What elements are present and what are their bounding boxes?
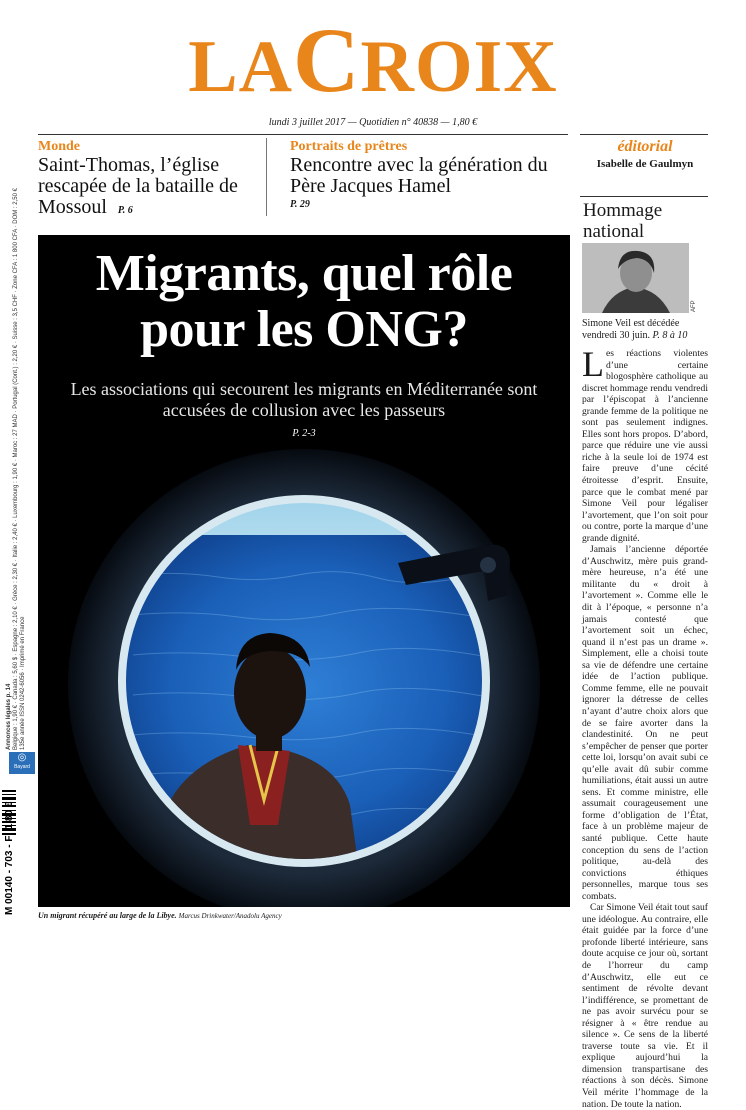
teaser-monde[interactable] — [38, 139, 260, 221]
photo-credit: AFP — [691, 300, 697, 312]
simone-veil-portrait — [582, 243, 689, 313]
editorial-title[interactable]: Hommage national — [583, 200, 663, 242]
editorial-author: Isabelle de Gaulmyn — [596, 158, 694, 170]
barcode-text: M 00140 - 703 - F: 1,80 € — [4, 801, 15, 915]
teaser-title: Saint-Thomas, l’église rescapée de la bataille de Mossoul P. 6 — [38, 154, 238, 218]
main-subhead: Les associations qui secourent les migrants en Méditerranée sont accusées de collusion avec les passeurs — [70, 379, 538, 420]
person-head — [234, 647, 306, 739]
main-page-ref: P. 2-3 — [292, 428, 316, 439]
teaser-portraits[interactable] — [290, 139, 566, 210]
legal-notice: Annonces légales p. 14 — [6, 683, 12, 750]
portrait-caption: Simone Veil est décédée vendredi 30 juin. P. 8 à 10 — [582, 318, 688, 341]
bayard-logo: ◎ Bayard — [9, 752, 35, 774]
main-headline[interactable]: Migrants, quel rôle pour les ONG? — [95, 245, 513, 358]
top-rule — [38, 134, 568, 135]
column-separator — [266, 138, 267, 216]
teaser-kicker: Monde — [38, 139, 80, 154]
editorial-paragraph: Les réactions violentes d’une certaine blogosphère catholique au discret hommage rendu vendredi par l’épiscopat à l’ancienne grande femme de la politique ne sont pas seulement indignes. Elles sont hors propos. D’abord, parce que réduire une vie aussi riche à la seule loi de 1974 est faire preuve d’une cécité étroitesse d’esprit. Ensuite, parce que le combat mené par Simone Veil pour légaliser l’avortement, que l’on soit pour ou contre, porte la marque d’une grande dignité. — [582, 344, 709, 544]
prices-text: Belgique : 1,90 € · Canada : 5,60 $ · Espagne : 2,10 € · Grèce : 2,30 € · Italie : 2,40 € · Luxembourg : 1,90 € · Maroc : 27 MAD · Portugal (Cont.) : 2,20 € · Suisse : 3,5 CHF · Zone CFA : 1 800 CFA · DOM : 2,50 € — [13, 188, 19, 750]
teaser-page: P. 29 — [290, 199, 310, 210]
editorial-paragraph: Jamais l’ancienne déportée d’Auschwitz, mère puis grand-mère heureuse, n’a été une militante du « droit à l’avortement ». Comme elle le dit à l’époque, « personne n’a jamais contesté que l’avortement soit un échec, quand il n’est pas un drame ». Simplement, elle a choisi toute sa vie de défendre une certaine idée de l’action publique. Comme femme, elle ne pouvait ignorer la détresse de celles n’ayant d’autre choix alors que de se faire avorter dans la clandestinité. On ne peut s’empêcher de penser que porter cette loi, lorsqu’on avait subi ce qu’elle avait dû subir comme humiliations, était aussi un autre sens. Et comme ministre, elle assumait courageusement une forme d’obligation de l’État, face à un problème majeur de santé publique. Cette haute conception du sens de l’action politique, au-delà des convictions éthiques personnelles, marque tous ses combats. — [582, 544, 708, 902]
editorial-body — [582, 344, 709, 1110]
photo-caption: Un migrant récupéré au large de la Libye. Marcus Drinkwater/Anadolu Agency — [38, 911, 282, 920]
dateline: lundi 3 juillet 2017 — Quotidien n° 40838 — 1,80 € — [268, 117, 478, 128]
dropcap: L — [582, 344, 604, 384]
issn-text: 135e année ISSN 0242-6056 · Imprimé en France — [20, 616, 26, 750]
editorial-kicker: éditorial — [617, 138, 673, 155]
teaser-page: P. 6 — [117, 205, 133, 216]
editorial-rule — [580, 134, 708, 135]
editorial-paragraph: Car Simone Veil était tout sauf une idéologue. Au contraire, elle était guidée par la force d’une profonde liberté intérieure, sans doute acquise ce jour où, sortant de l’horreur du camp d’Auschwitz, elle eut ce sentiment de révolte devant l’indifférence, se promettant de ne pas avoir survécu pour se résigner à « être rendue au silence ». Ce sens de la liberté traverse toute sa vie. Et il explique aujourd’hui la dimension transpartisane des réactions à son décès. Simone Veil mérite l’hommage de la nation. De toute la nation. — [582, 902, 708, 1110]
editorial-rule-2 — [580, 196, 708, 197]
teaser-kicker: Portraits de prêtres — [290, 139, 408, 154]
teaser-title: Rencontre avec la génération du Père Jacques Hamel — [290, 154, 548, 197]
masthead-logo: LACROIX — [188, 9, 558, 111]
bayard-icon: ◎ — [17, 752, 27, 763]
cover-photo-porthole — [38, 445, 570, 907]
